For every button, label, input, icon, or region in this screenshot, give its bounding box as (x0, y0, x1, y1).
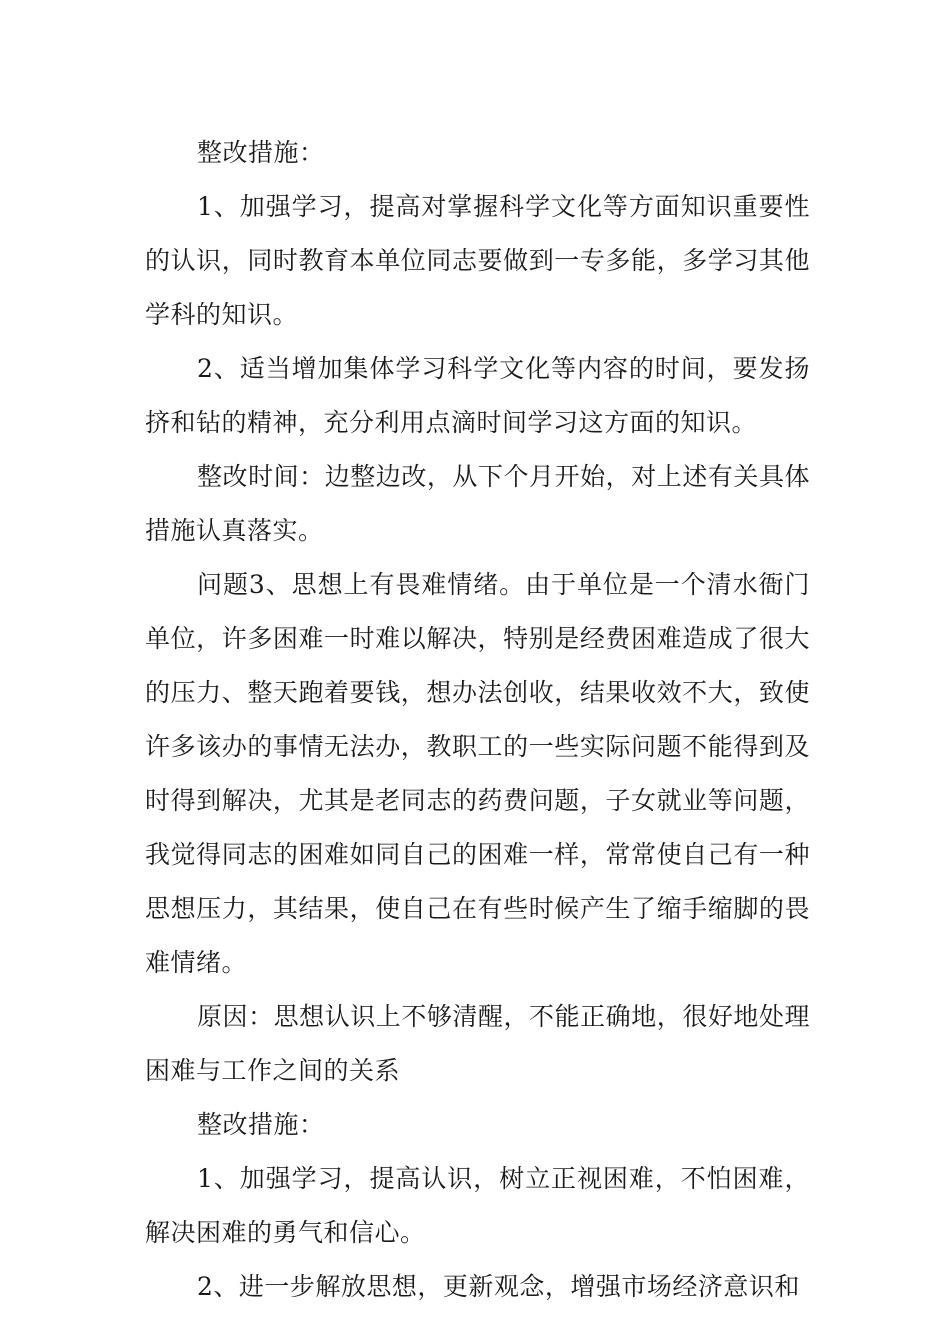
document-page (145, 126, 810, 1314)
paragraph-measures-heading-2: 整改措施： (197, 1110, 325, 1139)
paragraph-measure-2-b: 2、进一步解放思想，更新观念，增强市场经济意识和 (197, 1272, 800, 1301)
paragraph-measures-heading: 整改措施： (197, 138, 325, 167)
paragraph-measure-1: 1、加强学习，提高对掌握科学文化等方面知识重要性的认识，同时教育本单位同志要做到一专多能，多学习其他学科的知识。 (145, 192, 810, 329)
paragraph-measure-1-b: 1、加强学习，提高认识，树立正视困难，不怕困难，解决困难的勇气和信心。 (145, 1164, 810, 1247)
paragraph-problem-3: 问题3、思想上有畏难情绪。由于单位是一个清水衙门单位，许多困难一时难以解决，特别是经费困难造成了很大的压力、整天跑着要钱，想办法创收，结果收效不大，致使许多该办的事情无法办，教职工的一些实际问题不能得到及时得到解决，尤其是老同志的药费问题，子女就业等问题，我觉得同志的困难如同自己的困难一样，常常使自己有一种思想压力，其结果，使自己在有些时候产生了缩手缩脚的畏难情绪。 (145, 570, 810, 977)
paragraph-cause: 原因：思想认识上不够清醒，不能正确地，很好地处理困难与工作之间的关系 (145, 1002, 810, 1085)
paragraph-rectification-time: 整改时间：边整边改，从下个月开始，对上述有关具体措施认真落实。 (145, 462, 810, 545)
paragraph-measure-2: 2、适当增加集体学习科学文化等内容的时间，要发扬挤和钻的精神，充分利用点滴时间学习这方面的知识。 (145, 354, 810, 437)
